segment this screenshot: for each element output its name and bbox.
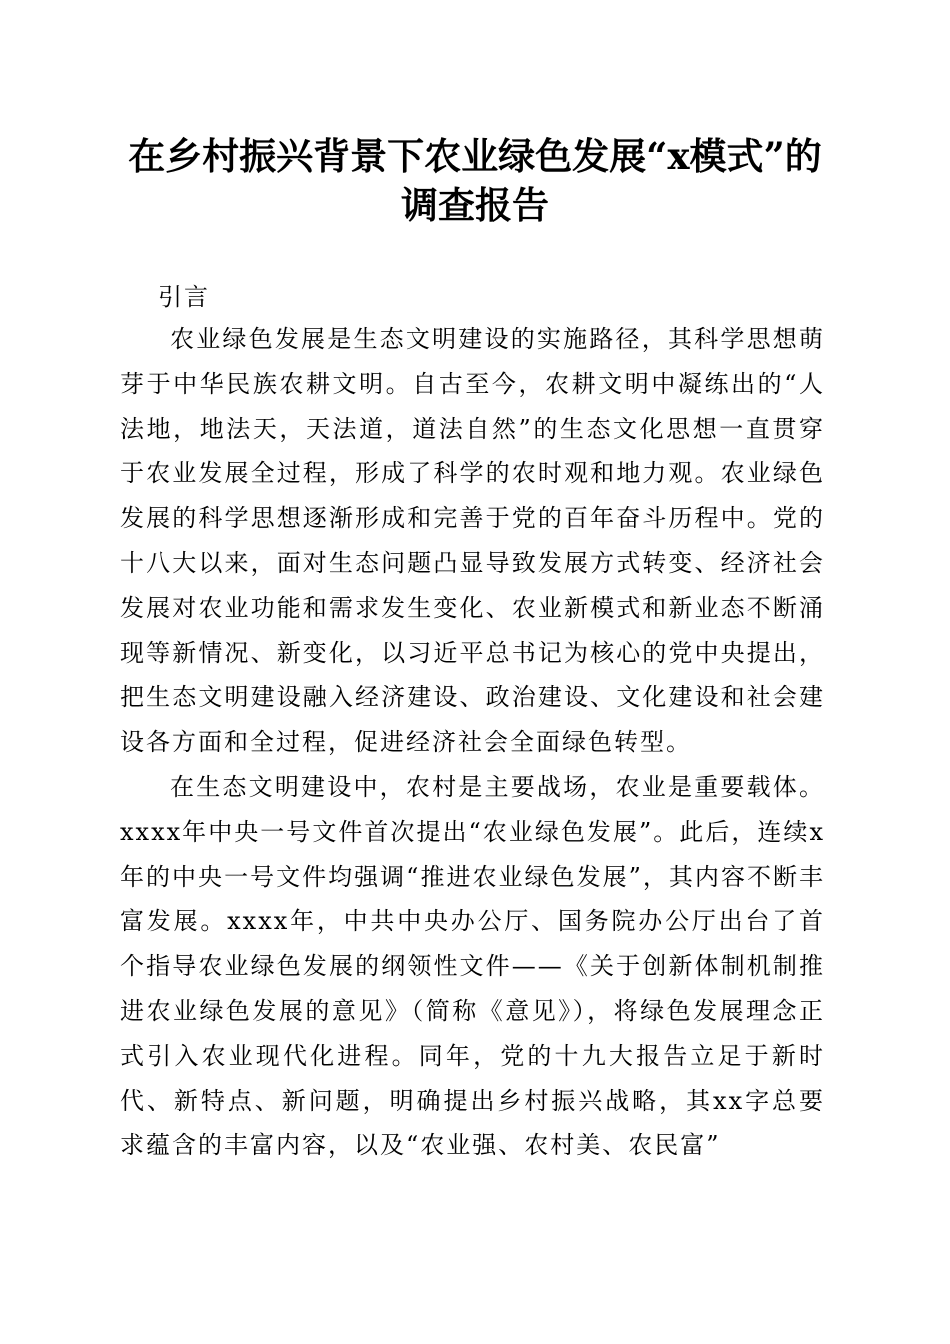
section-heading-introduction: 引言 [158,283,210,311]
document-title [110,132,840,230]
paragraph-2: 在生态文明建设中，农村是主要战场，农业是重要载体。xxxx年中央一号文件首次提出“农业绿色发展”。此后，连续x年的中央一号文件均强调“推进农业绿色发展”，其内容不断丰富发展。xxxx年，中共中央办公厅、国务院办公厅出台了首个指导农业绿色发展的纲领性文件——《关于创新体制机制推进农业绿色发展的意见》（简称《意见》），将绿色发展理念正式引入农业现代化进程。同年，党的十九大报告立足于新时代、新特点、新问题，明确提出乡村振兴战略，其xx字总要求蕴含的丰富内容，以及“农业强、农村美、农民富” [120,772,825,1160]
title-line-2: 调查报告 [401,183,549,227]
document-body [120,277,825,1168]
paragraph-1: 农业绿色发展是生态文明建设的实施路径，其科学思想萌芽于中华民族农耕文明。自古至今，农耕文明中凝练出的“人法地，地法天，天法道，道法自然”的生态文化思想一直贯穿于农业发展全过程，形成了科学的农时观和地力观。农业绿色发展的科学思想逐渐形成和完善于党的百年奋斗历程中。党的十八大以来，面对生态问题凸显导致发展方式转变、经济社会发展对农业功能和需求发生变化、农业新模式和新业态不断涌现等新情况、新变化，以习近平总书记为核心的党中央提出，把生态文明建设融入经济建设、政治建设、文化建设和社会建设各方面和全过程，促进经济社会全面绿色转型。 [120,325,825,757]
title-line-1: 在乡村振兴背景下农业绿色发展“x模式”的 [128,134,822,178]
